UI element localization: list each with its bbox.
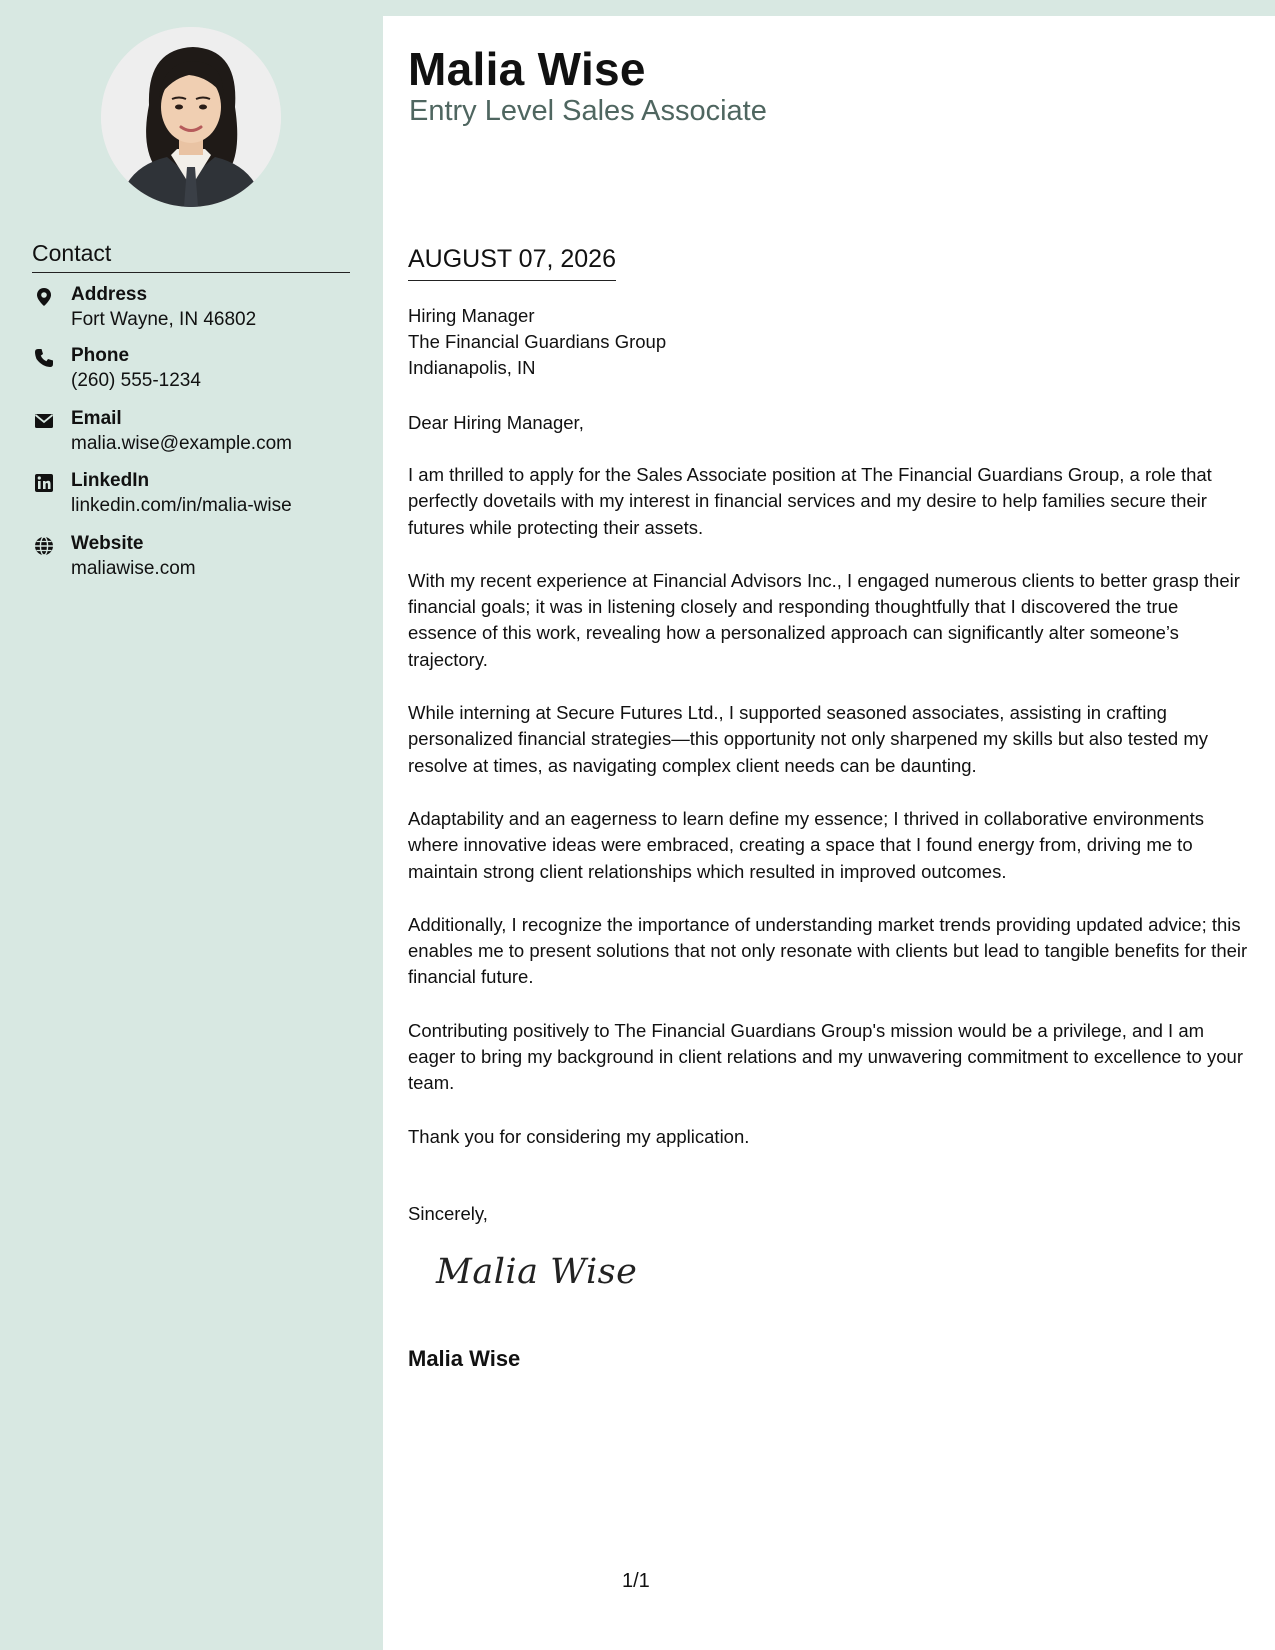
contact-label: Email [71, 408, 122, 429]
contact-label: LinkedIn [71, 470, 150, 491]
letter-date: AUGUST 07, 2026 [408, 245, 616, 281]
contact-value: linkedin.com/in/malia-wise [71, 495, 292, 516]
contact-heading: Contact [32, 240, 350, 273]
body-paragraph: Contributing positively to The Financial Guardians Group's mission would be a privilege, and I am eager to bring my background in client relations and my unwavering commitment to excellence to your team. [408, 1019, 1243, 1094]
body-paragraph: With my recent experience at Financial Advisors Inc., I engaged numerous clients to better grasp their financial goals; it was in listening closely and responding thoughtfully that I discovered the true essence of this work, revealing how a personalized approach can significantly alter someone’s trajectory. [408, 569, 1240, 670]
envelope-icon [34, 411, 54, 431]
globe-icon [34, 536, 54, 556]
closing: Sincerely, [408, 1203, 488, 1224]
body-paragraph: Thank you for considering my application. [408, 1125, 750, 1147]
contact-value: malia.wise@example.com [71, 433, 292, 454]
body-paragraph: Additionally, I recognize the importance of understanding market trends providing updated advice; this enables me to present solutions that not only resonate with clients but lead to tangible benefits for their financial future. [408, 913, 1248, 988]
signed-name: Malia Wise [408, 1346, 521, 1371]
signature [436, 1252, 637, 1292]
top-band [383, 0, 1275, 16]
profile-photo [101, 27, 281, 207]
contact-label: Phone [71, 345, 130, 366]
contact-value: maliawise.com [71, 558, 196, 579]
body-paragraph: While interning at Secure Futures Ltd., I supported seasoned associates, assisting in crafting personalized financial strategies—this opportunity not only sharpened my skills but also tested my resolve at times, as navigating complex client needs can be daunting. [408, 702, 1209, 776]
recipient-block [408, 303, 666, 381]
contact-label: Address [71, 284, 148, 305]
applicant-name: Malia Wise [408, 43, 646, 95]
body-paragraph: Adaptability and an eagerness to learn define my essence; I thrived in collaborative environments where innovative ideas were embraced, creating a space that I found energy from, driving me to maintain strong client relationships which resulted in improved outcomes. [408, 807, 1204, 882]
letter-body [408, 462, 1248, 1177]
recipient-line: The Financial Guardians Group [408, 331, 667, 352]
body-paragraph: I am thrilled to apply for the Sales Associate position at The Financial Guardians Group, a role that perfectly dovetails with my interest in financial services and my desire to help families secure their futures while protecting their assets. [408, 464, 1212, 538]
recipient-line: Indianapolis, IN [408, 357, 536, 378]
contact-value: (260) 555-1234 [71, 370, 201, 391]
contact-value: Fort Wayne, IN 46802 [71, 309, 257, 330]
contact-label: Website [71, 533, 144, 554]
phone-icon [34, 348, 54, 368]
job-title: Entry Level Sales Associate [409, 95, 767, 127]
greeting: Dear Hiring Manager, [408, 412, 584, 433]
linkedin-icon [34, 473, 54, 493]
signature-text: Malia Wise [436, 1252, 638, 1292]
recipient-line: Hiring Manager [408, 305, 535, 326]
page-number: 1/1 [622, 1570, 650, 1592]
location-pin-icon [34, 287, 54, 307]
